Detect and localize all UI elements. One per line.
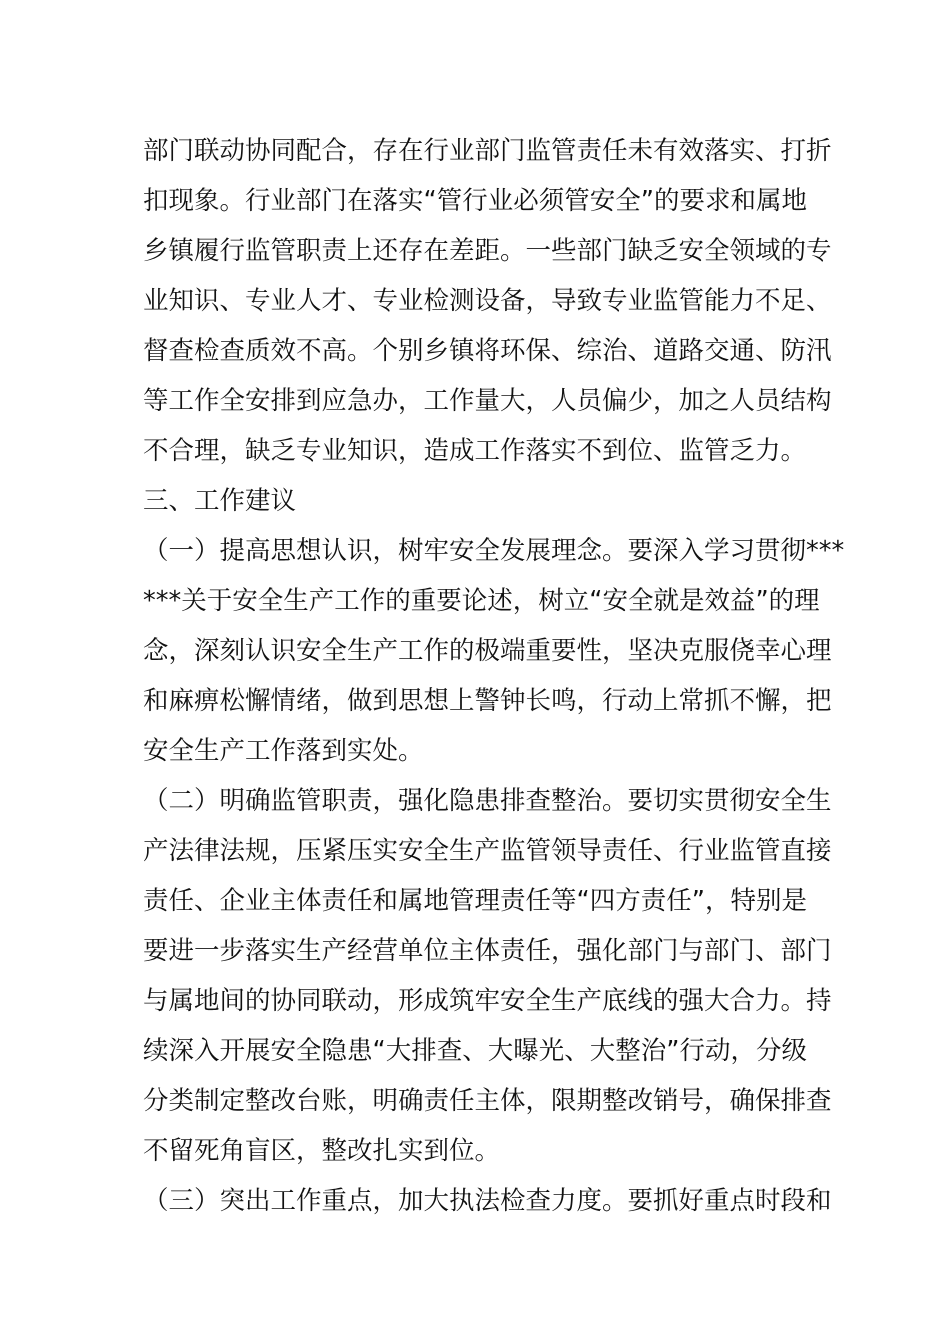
text-line: ***关于安全生产工作的重要论述，树立“安全就是效益”的理: [143, 586, 820, 616]
text-line: 念，深刻认识安全生产工作的极端重要性，坚决克服侥幸心理: [143, 636, 832, 666]
text-line: 续深入开展安全隐患“大排查、大曝光、大整治”行动，分级: [143, 1036, 807, 1066]
text-line: 督查检查质效不高。个别乡镇将环保、综治、道路交通、防汛: [143, 336, 832, 366]
text-line: 产法律法规，压紧压实安全生产监管领导责任、行业监管直接: [143, 836, 832, 866]
text-line: 业知识、专业人才、专业检测设备，导致专业监管能力不足、: [143, 286, 832, 316]
text-line: 与属地间的协同联动，形成筑牢安全生产底线的强大合力。持: [143, 986, 832, 1016]
text-line: 等工作全安排到应急办，工作量大，人员偏少，加之人员结构: [143, 386, 832, 416]
text-line: 要进一步落实生产经营单位主体责任，强化部门与部门、部门: [143, 936, 832, 966]
text-line: 责任、企业主体责任和属地管理责任等“四方责任”，特别是: [143, 886, 807, 916]
subsection-heading-line: （二）明确监管职责，强化隐患排查整治。要切实贯彻安全生: [143, 786, 832, 816]
text-line: 部门联动协同配合，存在行业部门监管责任未有效落实、打折: [143, 136, 832, 166]
subsection-heading-line: （一）提高思想认识，树牢安全发展理念。要深入学习贯彻***: [143, 536, 845, 566]
subsection-heading-line: （三）突出工作重点，加大执法检查力度。要抓好重点时段和: [143, 1186, 832, 1216]
paragraph-end-line: 不合理，缺乏专业知识，造成工作落实不到位、监管乏力。: [143, 436, 807, 466]
text-line: 扣现象。行业部门在落实“管行业必须管安全”的要求和属地: [143, 186, 807, 216]
text-line: 和麻痹松懈情绪，做到思想上警钟长鸣，行动上常抓不懈，把: [143, 686, 832, 716]
paragraph-end-line: 安全生产工作落到实处。: [143, 736, 424, 766]
text-line: 分类制定整改台账，明确责任主体，限期整改销号，确保排查: [143, 1086, 832, 1116]
section-heading: 三、工作建议: [143, 486, 297, 516]
text-line: 乡镇履行监管职责上还存在差距。一些部门缺乏安全领域的专: [143, 236, 832, 266]
paragraph-end-line: 不留死角盲区，整改扎实到位。: [143, 1136, 501, 1166]
